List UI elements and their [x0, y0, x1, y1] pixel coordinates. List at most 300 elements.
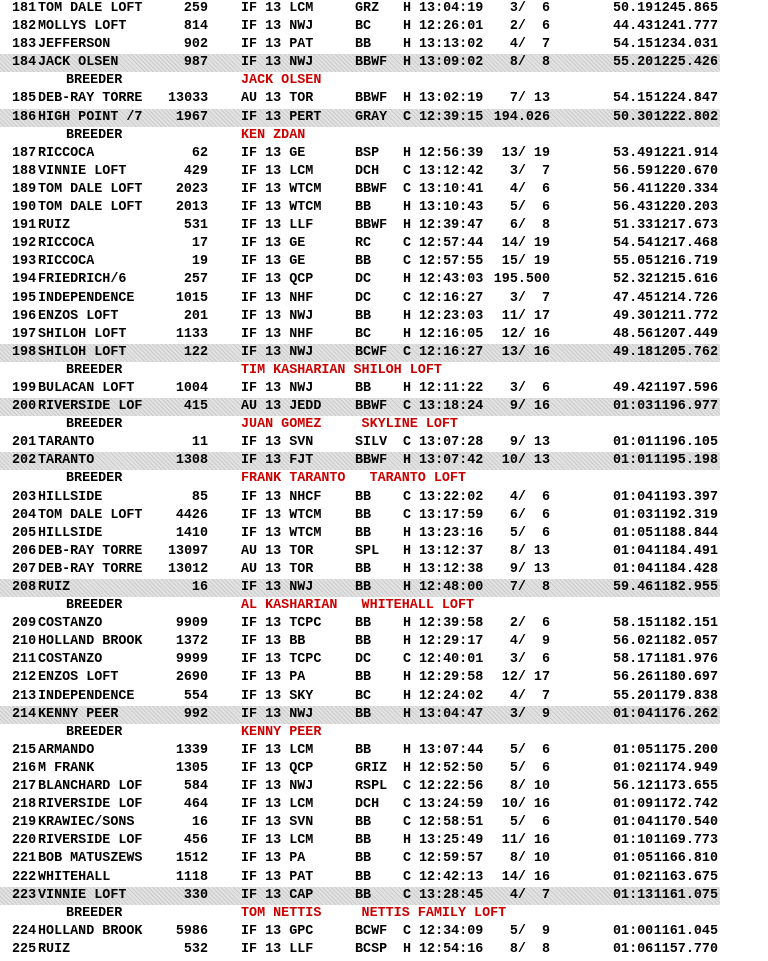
rank-number: 190 — [12, 200, 37, 216]
speed-value: 1211.772 — [653, 308, 718, 324]
arrival-time: 13:07:44 — [419, 742, 484, 758]
band-number: 9999 — [175, 652, 208, 668]
bird-sex: H — [403, 688, 412, 704]
bird-color: BCSP — [355, 941, 388, 957]
position-count: 3/ 6 — [509, 380, 550, 396]
bird-color: BB — [355, 851, 372, 867]
position-count: 6/ 8 — [509, 218, 550, 234]
bird-color: BB — [355, 308, 372, 324]
position-count: 8/ 10 — [509, 779, 550, 795]
bird-sex: H — [403, 561, 412, 577]
club-code: IF 13 NWJ — [241, 344, 314, 360]
bird-sex: H — [403, 616, 412, 632]
club-code: IF 13 LLF — [241, 218, 314, 234]
arrival-time: 12:11:22 — [419, 380, 484, 396]
position-count: 9/ 16 — [509, 399, 550, 415]
bird-sex: H — [403, 37, 412, 53]
rank-number: 199 — [12, 380, 37, 396]
minutes-behind: 49.42 — [613, 380, 654, 396]
rank-number: 208 — [12, 580, 37, 595]
breeder-owner: JUAN GOMEZ SKYLINE LOFT — [241, 417, 458, 433]
position-count: 7/ 13 — [509, 91, 550, 107]
loft-name: WHITEHALL — [38, 869, 111, 885]
band-number: 19 — [191, 254, 208, 270]
loft-name: TOM DALE LOFT — [38, 200, 143, 216]
loft-name: KENNY PEER — [38, 706, 119, 722]
speed-value: 1166.810 — [653, 851, 718, 867]
rank-number: 216 — [12, 760, 37, 776]
position-count: 10/ 13 — [501, 453, 550, 469]
result-row — [0, 163, 720, 181]
rank-number: 205 — [12, 525, 37, 541]
club-code: IF 13 WTCM — [241, 525, 322, 541]
loft-name: ENZOS LOFT — [38, 308, 119, 324]
rank-number: 210 — [12, 634, 37, 650]
result-row — [0, 308, 720, 326]
rank-number: 217 — [12, 779, 37, 795]
club-code: IF 13 TCPC — [241, 616, 322, 632]
arrival-time: 12:16:27 — [419, 290, 484, 306]
arrival-time: 13:25:49 — [419, 833, 484, 849]
band-number: 1118 — [175, 869, 208, 885]
minutes-behind: 01:04 — [613, 815, 654, 831]
minutes-behind: 56.43 — [613, 200, 654, 216]
minutes-behind: 01:05 — [613, 525, 654, 541]
result-row — [0, 561, 720, 579]
minutes-behind: 01:05 — [613, 742, 654, 758]
band-number: 814 — [183, 19, 208, 35]
loft-name: TARANTO — [38, 435, 95, 451]
breeder-owner: KENNY PEER — [241, 724, 322, 740]
result-row-highlighted — [0, 579, 720, 597]
breeder-row — [0, 127, 720, 145]
result-row — [0, 832, 720, 850]
position-count: 3/ 7 — [509, 163, 550, 179]
bird-sex: H — [403, 543, 412, 559]
band-number: 456 — [183, 833, 208, 849]
position-count: 10/ 16 — [501, 797, 550, 813]
club-code: IF 13 WTCM — [241, 200, 322, 216]
minutes-behind: 49.30 — [613, 308, 654, 324]
band-number: 1339 — [175, 742, 208, 758]
breeder-owner: TOM NETTIS NETTIS FAMILY LOFT — [241, 905, 507, 921]
result-row — [0, 235, 720, 253]
speed-value: 1220.334 — [653, 181, 718, 197]
bird-sex: H — [403, 19, 412, 35]
band-number: 17 — [191, 236, 208, 252]
minutes-behind: 56.02 — [613, 634, 654, 650]
bird-color: BBWF — [355, 91, 388, 107]
arrival-time: 12:22:56 — [419, 779, 484, 795]
breeder-row — [0, 470, 720, 488]
club-code: AU 13 TOR — [241, 561, 314, 577]
position-count: 7/ 8 — [509, 580, 550, 595]
band-number: 1004 — [175, 380, 208, 396]
arrival-time: 13:07:42 — [419, 453, 484, 469]
minutes-behind: 48.56 — [613, 326, 654, 342]
club-code: AU 13 TOR — [241, 91, 314, 107]
rank-number: 197 — [12, 326, 37, 342]
minutes-behind: 01:13 — [613, 887, 654, 903]
rank-number: 185 — [12, 91, 37, 107]
rank-number: 220 — [12, 833, 37, 849]
bird-sex: H — [403, 326, 412, 342]
band-number: 584 — [183, 779, 208, 795]
rank-number: 219 — [12, 815, 37, 831]
minutes-behind: 52.32 — [613, 272, 654, 288]
bird-color: BB — [355, 869, 372, 885]
band-number: 62 — [191, 145, 208, 161]
speed-value: 1184.491 — [653, 543, 718, 559]
bird-color: RC — [355, 236, 372, 252]
bird-color: BB — [355, 380, 372, 396]
rank-number: 201 — [12, 435, 37, 451]
rank-number: 182 — [12, 19, 37, 35]
bird-color: BB — [355, 815, 372, 831]
result-row — [0, 543, 720, 561]
bird-sex: C — [403, 851, 412, 867]
bird-sex: H — [403, 145, 412, 161]
bird-sex: H — [403, 308, 412, 324]
bird-sex: C — [403, 109, 412, 125]
band-number: 1308 — [175, 453, 208, 469]
result-row — [0, 525, 720, 543]
loft-name: COSTANZO — [38, 652, 103, 668]
bird-sex: H — [403, 525, 412, 541]
club-code: IF 13 QCP — [241, 760, 314, 776]
loft-name: HOLLAND BROOK — [38, 634, 143, 650]
arrival-time: 13:10:43 — [419, 200, 484, 216]
arrival-time: 13:04:47 — [419, 706, 484, 722]
arrival-time: 13:12:42 — [419, 163, 484, 179]
speed-value: 1192.319 — [653, 507, 718, 523]
loft-name: DEB-RAY TORRE — [38, 543, 143, 559]
bird-color: BC — [355, 19, 372, 35]
arrival-time: 12:39:15 — [419, 109, 484, 125]
result-row — [0, 923, 720, 941]
minutes-behind: 51.33 — [613, 218, 654, 234]
bird-color: BB — [355, 634, 372, 650]
rank-number: 213 — [12, 688, 37, 704]
minutes-behind: 58.17 — [613, 652, 654, 668]
minutes-behind: 01:06 — [613, 941, 654, 957]
loft-name: TOM DALE LOFT — [38, 507, 143, 523]
band-number: 992 — [183, 706, 208, 722]
rank-number: 202 — [12, 453, 37, 469]
band-number: 257 — [183, 272, 208, 288]
loft-name: ENZOS LOFT — [38, 670, 119, 686]
minutes-behind: 56.26 — [613, 670, 654, 686]
speed-value: 1161.075 — [653, 887, 718, 903]
arrival-time: 12:34:09 — [419, 923, 484, 939]
speed-value: 1196.105 — [653, 435, 718, 451]
band-number: 4426 — [175, 507, 208, 523]
position-count: 3/ 6 — [509, 652, 550, 668]
loft-name: RUIZ — [38, 941, 71, 957]
minutes-behind: 01:03 — [613, 507, 654, 523]
position-count: 9/ 13 — [509, 435, 550, 451]
bird-color: RSPL — [355, 779, 388, 795]
band-number: 330 — [183, 887, 208, 903]
club-code: AU 13 TOR — [241, 543, 314, 559]
bird-color: BB — [355, 254, 372, 270]
loft-name: HILLSIDE — [38, 489, 103, 505]
bird-sex: C — [403, 815, 412, 831]
arrival-time: 13:07:28 — [419, 435, 484, 451]
minutes-behind: 01:01 — [613, 435, 654, 451]
bird-color: BBWF — [355, 218, 388, 234]
club-code: IF 13 NWJ — [241, 706, 314, 722]
result-row — [0, 181, 720, 199]
breeder-row — [0, 362, 720, 380]
loft-name: JACK OLSEN — [38, 55, 119, 71]
arrival-time: 12:29:17 — [419, 634, 484, 650]
bird-color: DC — [355, 652, 372, 668]
band-number: 429 — [183, 163, 208, 179]
minutes-behind: 55.20 — [613, 688, 654, 704]
bird-color: BB — [355, 525, 372, 541]
club-code: IF 13 QCP — [241, 272, 314, 288]
position-count: 3/ 7 — [509, 290, 550, 306]
band-number: 201 — [183, 308, 208, 324]
minutes-behind: 53.49 — [613, 145, 654, 161]
position-count: 14/ 19 — [501, 236, 550, 252]
rank-number: 193 — [12, 254, 37, 270]
arrival-time: 13:22:02 — [419, 489, 484, 505]
band-number: 1967 — [175, 109, 208, 125]
speed-value: 1221.914 — [653, 145, 718, 161]
bird-color: BCWF — [355, 923, 388, 939]
loft-name: TOM DALE LOFT — [38, 181, 143, 197]
minutes-behind: 54.54 — [613, 236, 654, 252]
minutes-behind: 01:02 — [613, 869, 654, 885]
position-count: 3/ 9 — [509, 706, 550, 722]
speed-value: 1182.057 — [653, 634, 718, 650]
minutes-behind: 01:04 — [613, 489, 654, 505]
speed-value: 1175.200 — [653, 742, 718, 758]
result-row — [0, 869, 720, 887]
loft-name: FRIEDRICH/6 — [38, 272, 127, 288]
loft-name: HILLSIDE — [38, 525, 103, 541]
arrival-time: 13:10:41 — [419, 181, 484, 197]
minutes-behind: 01:04 — [613, 561, 654, 577]
speed-value: 1216.719 — [653, 254, 718, 270]
result-row — [0, 0, 720, 18]
bird-color: BB — [355, 742, 372, 758]
bird-sex: H — [403, 55, 412, 71]
position-count: 11/ 17 — [501, 308, 550, 324]
club-code: IF 13 SVN — [241, 815, 314, 831]
speed-value: 1179.838 — [653, 688, 718, 704]
bird-color: BB — [355, 200, 372, 216]
band-number: 259 — [183, 1, 208, 16]
band-number: 11 — [191, 435, 208, 451]
bird-sex: C — [403, 489, 412, 505]
arrival-time: 12:26:01 — [419, 19, 484, 35]
arrival-time: 13:13:02 — [419, 37, 484, 53]
result-row — [0, 326, 720, 344]
rank-number: 186 — [12, 109, 37, 125]
bird-sex: H — [403, 706, 412, 722]
loft-name: RIVERSIDE LOF — [38, 797, 143, 813]
bird-color: DCH — [355, 163, 380, 179]
result-row-highlighted — [0, 54, 720, 72]
bird-color: BBWF — [355, 55, 388, 71]
club-code: IF 13 NWJ — [241, 580, 314, 595]
minutes-behind: 49.18 — [613, 344, 654, 360]
rank-number: 221 — [12, 851, 37, 867]
band-number: 415 — [183, 399, 208, 415]
club-code: IF 13 LCM — [241, 163, 314, 179]
minutes-behind: 47.45 — [613, 290, 654, 306]
rank-number: 209 — [12, 616, 37, 632]
club-code: IF 13 LCM — [241, 833, 314, 849]
rank-number: 198 — [12, 344, 37, 360]
position-count: 12/ 16 — [501, 326, 550, 342]
result-row — [0, 145, 720, 163]
result-row — [0, 633, 720, 651]
minutes-behind: 54.15 — [613, 37, 654, 53]
breeder-row — [0, 597, 720, 615]
speed-value: 1157.770 — [653, 941, 718, 957]
minutes-behind: 01:03 — [613, 399, 654, 415]
bird-sex: H — [403, 742, 412, 758]
speed-value: 1161.045 — [653, 923, 718, 939]
bird-sex: C — [403, 923, 412, 939]
arrival-time: 13:02:19 — [419, 91, 484, 107]
loft-name: RICCOCA — [38, 254, 95, 270]
bird-sex: H — [403, 580, 412, 595]
loft-name: ARMANDO — [38, 742, 95, 758]
arrival-time: 13:12:38 — [419, 561, 484, 577]
loft-name: COSTANZO — [38, 616, 103, 632]
arrival-time: 12:54:16 — [419, 941, 484, 957]
band-number: 2690 — [175, 670, 208, 686]
bird-color: BB — [355, 706, 372, 722]
band-number: 987 — [183, 55, 208, 71]
band-number: 531 — [183, 218, 208, 234]
bird-sex: C — [403, 869, 412, 885]
loft-name: DEB-RAY TORRE — [38, 91, 143, 107]
arrival-time: 12:52:50 — [419, 760, 484, 776]
bird-sex: C — [403, 435, 412, 451]
band-number: 1372 — [175, 634, 208, 650]
arrival-time: 13:09:02 — [419, 55, 484, 71]
arrival-time: 12:48:00 — [419, 580, 484, 595]
bird-color: BB — [355, 580, 372, 595]
result-row — [0, 941, 720, 959]
bird-color: GRIZ — [355, 760, 388, 776]
bird-sex: C — [403, 399, 412, 415]
breeder-owner: KEN ZDAN — [241, 127, 306, 143]
club-code: IF 13 GE — [241, 145, 306, 161]
club-code: IF 13 NWJ — [241, 19, 314, 35]
band-number: 85 — [191, 489, 208, 505]
result-row — [0, 760, 720, 778]
band-number: 902 — [183, 37, 208, 53]
speed-value: 1197.596 — [653, 380, 718, 396]
speed-value: 1222.802 — [653, 109, 718, 125]
band-number: 1410 — [175, 525, 208, 541]
bird-sex: C — [403, 163, 412, 179]
speed-value: 1224.847 — [653, 91, 718, 107]
bird-color: GRAY — [355, 109, 388, 125]
loft-name: VINNIE LOFT — [38, 887, 127, 903]
band-number: 464 — [183, 797, 208, 813]
bird-color: SPL — [355, 543, 380, 559]
result-row — [0, 36, 720, 54]
speed-value: 1184.428 — [653, 561, 718, 577]
minutes-behind: 50.19 — [613, 1, 654, 16]
loft-name: M FRANK — [38, 760, 95, 776]
speed-value: 1215.616 — [653, 272, 718, 288]
club-code: IF 13 CAP — [241, 887, 314, 903]
band-number: 13033 — [168, 91, 209, 107]
arrival-time: 12:24:02 — [419, 688, 484, 704]
arrival-time: 12:39:58 — [419, 616, 484, 632]
loft-name: HOLLAND BROOK — [38, 923, 143, 939]
minutes-behind: 56.59 — [613, 163, 654, 179]
position-count: 8/ 13 — [509, 543, 550, 559]
club-code: IF 13 PA — [241, 851, 306, 867]
club-code: IF 13 NWJ — [241, 380, 314, 396]
club-code: IF 13 GE — [241, 236, 306, 252]
bird-color: BC — [355, 326, 372, 342]
bird-color: BB — [355, 561, 372, 577]
bird-sex: C — [403, 507, 412, 523]
result-row-highlighted — [0, 452, 720, 470]
arrival-time: 13:28:45 — [419, 887, 484, 903]
band-number: 2023 — [175, 181, 208, 197]
result-row — [0, 778, 720, 796]
rank-number: 215 — [12, 742, 37, 758]
bird-sex: C — [403, 887, 412, 903]
speed-value: 1195.198 — [653, 453, 718, 469]
position-count: 12/ 17 — [501, 670, 550, 686]
result-row — [0, 18, 720, 36]
arrival-time: 13:04:19 — [419, 1, 484, 16]
rank-number: 207 — [12, 561, 37, 577]
loft-name: BULACAN LOFT — [38, 380, 135, 396]
arrival-time: 13:12:37 — [419, 543, 484, 559]
club-code: IF 13 LCM — [241, 1, 314, 16]
bird-color: BCWF — [355, 344, 388, 360]
breeder-row — [0, 416, 720, 434]
bird-color: BB — [355, 887, 372, 903]
speed-value: 1225.426 — [653, 55, 718, 71]
band-number: 122 — [183, 344, 208, 360]
position-count: 194.026 — [493, 109, 550, 125]
result-row — [0, 271, 720, 289]
bird-sex: H — [403, 760, 412, 776]
loft-name: RUIZ — [38, 218, 71, 234]
breeder-label: BREEDER — [66, 417, 123, 433]
club-code: IF 13 GPC — [241, 923, 314, 939]
rank-number: 222 — [12, 869, 37, 885]
speed-value: 1217.468 — [653, 236, 718, 252]
bird-sex: H — [403, 941, 412, 957]
result-row-highlighted — [0, 344, 720, 362]
minutes-behind: 01:05 — [613, 851, 654, 867]
result-row — [0, 507, 720, 525]
bird-sex: H — [403, 634, 412, 650]
bird-sex: H — [403, 272, 412, 288]
loft-name: SHILOH LOFT — [38, 344, 127, 360]
speed-value: 1193.397 — [653, 489, 718, 505]
arrival-time: 12:57:55 — [419, 254, 484, 270]
speed-value: 1180.697 — [653, 670, 718, 686]
bird-sex: H — [403, 218, 412, 234]
